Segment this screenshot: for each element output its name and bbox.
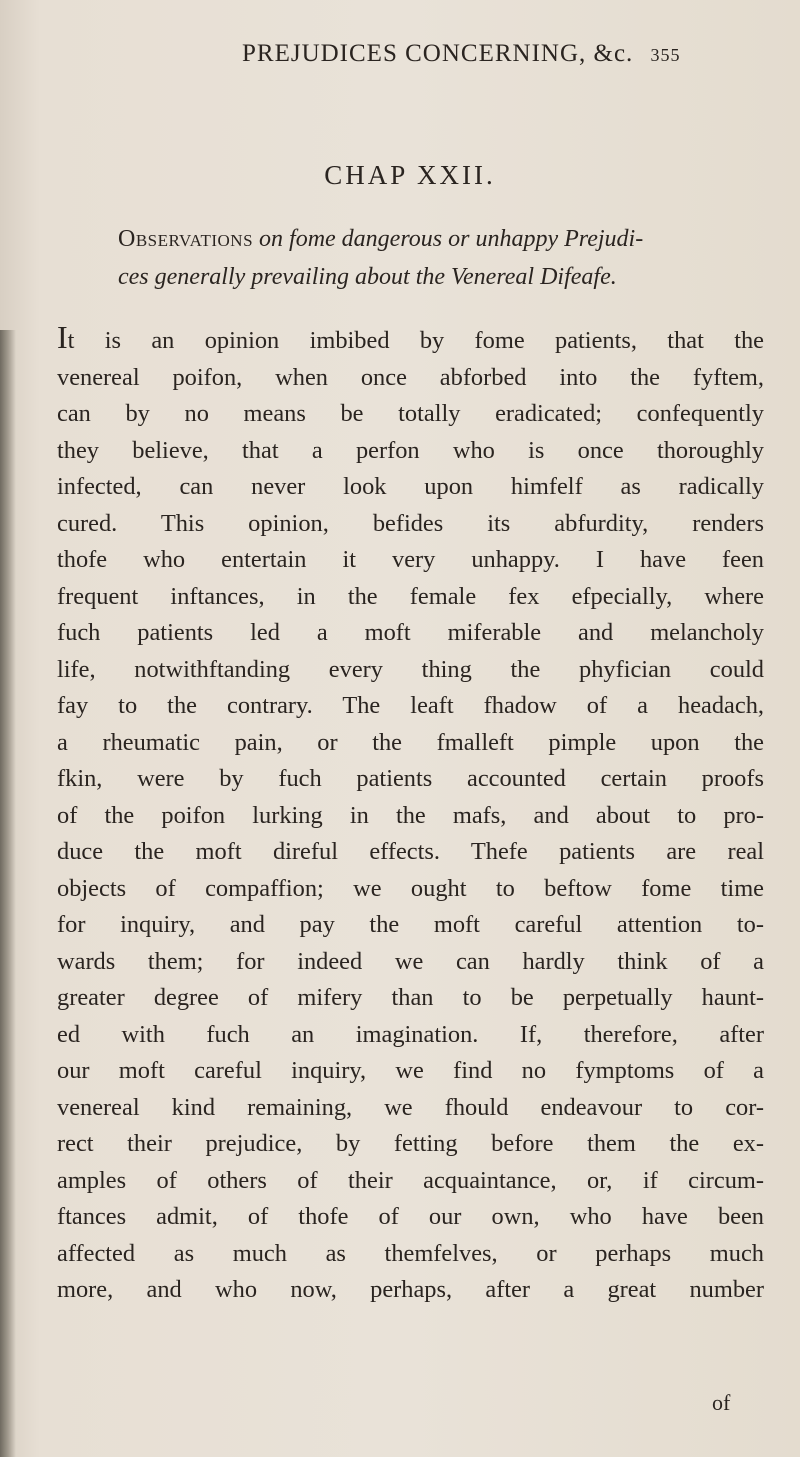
text-line: duce the moft direful effects. Thefe patients are real xyxy=(57,838,764,865)
text-line: ed with fuch an imagination. If, therefore, after xyxy=(57,1020,764,1048)
text-line: venereal poifon, when once abforbed into the fyftem, xyxy=(57,363,764,391)
text-line: fkin, were by fuch patients accounted certain proofs xyxy=(57,765,764,792)
text-line: fay to the contrary. The leaft fhadow of a headach, xyxy=(57,692,764,719)
text-line: frequent inftances, in the female fex efpecially, where xyxy=(57,582,764,610)
text-line: greater degree of mifery than to be perpetually haunt- xyxy=(57,984,764,1011)
text-line: ftances admit, of thofe of our own, who have been xyxy=(57,1203,764,1230)
body-text xyxy=(57,319,764,1309)
text-line: fuch patients led a moft miferable and melancholy xyxy=(57,619,764,646)
text-line: wards them; for indeed we can hardly think of a xyxy=(57,947,764,975)
text-line: they believe, that a perfon who is once thoroughly xyxy=(57,436,764,464)
chapter-summary xyxy=(118,220,758,296)
text-line: can by no means be totally eradicated; confequently xyxy=(57,400,764,427)
text-line: affected as much as themfelves, or perhaps much xyxy=(57,1239,764,1267)
running-head xyxy=(242,40,681,68)
text-line xyxy=(57,319,764,360)
text-line: objects of compaffion; we ought to beftow fome time xyxy=(57,874,764,902)
text-line: for inquiry, and pay the moft careful attention to- xyxy=(57,911,764,938)
text-line: a rheumatic pain, or the fmalleft pimple upon the xyxy=(57,728,764,756)
chapter-title: CHAP XXII. xyxy=(324,160,496,190)
text-line-content: t is an opinion imbibed by fome patients, that the xyxy=(67,327,764,354)
text-line: our moft careful inquiry, we find no fymptoms of a xyxy=(57,1057,764,1084)
text-line: more, and who now, perhaps, after a great number xyxy=(57,1276,764,1303)
text-line: rect their prejudice, by fetting before them the ex- xyxy=(57,1130,764,1157)
text-line: life, notwithftanding every thing the phyfician could xyxy=(57,655,764,683)
text-line: of the poifon lurking in the mafs, and about to pro- xyxy=(57,801,764,829)
summary-lead: Observations xyxy=(118,226,254,252)
summary-line-2: ces generally prevailing about the Venereal Difeafe. xyxy=(118,264,617,290)
text-line: cured. This opinion, befides its abfurdity, renders xyxy=(57,509,764,537)
catchword: of xyxy=(712,1390,731,1415)
text-line: venereal kind remaining, we fhould endeavour to cor- xyxy=(57,1093,764,1121)
text-line: thofe who entertain it very unhappy. I have feen xyxy=(57,546,764,573)
text-line: infected, can never look upon himfelf as radically xyxy=(57,473,764,500)
summary-line-1: on fome dangerous or unhappy Prejudi- xyxy=(259,226,644,252)
text-line: amples of others of their acquaintance, or, if circum- xyxy=(57,1166,764,1194)
running-head-title: PREJUDICES CONCERNING, &c. xyxy=(242,40,634,67)
gutter-shadow xyxy=(0,330,16,1457)
page-number: 355 xyxy=(650,45,681,65)
drop-cap: I xyxy=(57,319,68,355)
